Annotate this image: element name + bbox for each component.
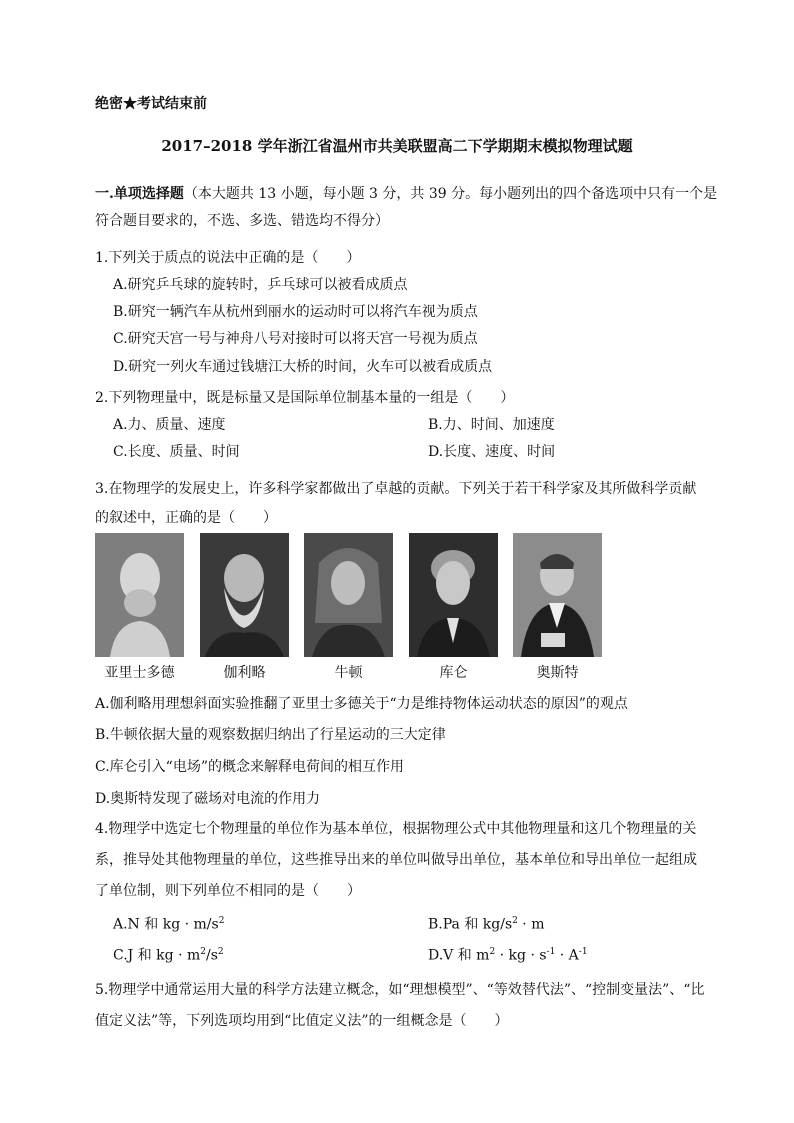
q3-option-b: B.牛顿依据大量的观察数据归纳出了行星运动的三大定律 — [95, 727, 446, 743]
q2-option-d: D.长度、速度、时间 — [428, 444, 556, 460]
section-intro-text: （本大题共 13 小题，每小题 3 分，共 39 分。每小题列出的四个备选项中只有一个是 — [183, 186, 718, 202]
q1-option-c: C.研究天宫一号与神舟八号对接时可以将天宫一号视为质点 — [113, 331, 478, 347]
section-intro — [95, 184, 717, 204]
confidential-label: 绝密★考试结束前 — [95, 96, 207, 112]
scientist-name-oersted: 奥斯特 — [536, 665, 579, 681]
scientist-name-newton: 牛顿 — [334, 665, 363, 681]
q4-stem-line2: 系，推导处其他物理量的单位，这些推导出来的单位叫做导出单位，基本单位和导出单位一起组成 — [95, 852, 697, 868]
portrait-icon — [200, 533, 289, 657]
portrait-icon — [304, 533, 393, 657]
q4-option-b: B.Pa 和 $kg/s^2 \cdot m$ — [428, 916, 545, 933]
q1-option-a: A.研究乒乓球的旋转时，乒乓球可以被看成质点 — [113, 277, 408, 293]
q1-option-d: D.研究一列火车通过钱塘江大桥的时间，火车可以被看成质点 — [113, 359, 493, 375]
q4-option-a: A.N 和 kg · $m/s^2$ — [113, 916, 225, 933]
q3-stem-line1: 3.在物理学的发展史上，许多科学家都做出了卓越的贡献。下列关于若干科学家及其所做科学贡献 — [95, 481, 697, 497]
q4-option-d: D.V 和 $m^2$ · kg · $s^{-1} \cdot A^{-1}$ — [428, 947, 588, 964]
q2-option-c: C.长度、质量、时间 — [113, 444, 240, 460]
q3-stem-line2: 的叙述中，正确的是（ ） — [95, 510, 277, 526]
q2-option-a: A.力、质量、速度 — [113, 417, 226, 433]
q4-stem-line3: 了单位制，则下列单位不相同的是（ ） — [95, 883, 361, 899]
section-intro-line2: 符合题目要求的，不选、多选、错选均不得分） — [95, 213, 389, 229]
scientist-name-aristotle: 亚里士多德 — [104, 665, 175, 681]
portrait-icon — [409, 533, 498, 657]
bust-icon — [95, 533, 184, 657]
portrait-coulomb — [409, 533, 498, 657]
q2-option-b: B.力、时间、加速度 — [428, 417, 555, 433]
portrait-galileo — [200, 533, 289, 657]
q4-stem-line1: 4.物理学中选定七个物理量的单位作为基本单位，根据物理公式中其他物理量和这几个物理量的关 — [95, 821, 697, 837]
q5-stem-line1: 5.物理学中通常运用大量的科学方法建立概念，如“理想模型”、“等效替代法”、“控制变量法”、“比 — [95, 982, 705, 998]
q4-option-c: C.J 和 kg · $m^2/s^2$ — [113, 947, 224, 964]
portrait-newton — [304, 533, 393, 657]
q1-option-b: B.研究一辆汽车从杭州到丽水的运动时可以将汽车视为质点 — [113, 304, 478, 320]
portrait-oersted — [513, 533, 602, 657]
q2-stem: 2.下列物理量中，既是标量又是国际单位制基本量的一组是（ ） — [95, 390, 515, 406]
q5-stem-line2: 值定义法”等，下列选项均用到“比值定义法”的一组概念是（ ） — [95, 1013, 509, 1029]
q1-stem: 1.下列关于质点的说法中正确的是（ ） — [95, 250, 361, 266]
q3-option-d: D.奥斯特发现了磁场对电流的作用力 — [95, 791, 321, 807]
portrait-aristotle — [95, 533, 184, 657]
q3-option-a: A.伽利略用理想斜面实验推翻了亚里士多德关于“力是维持物体运动状态的原因”的观点 — [95, 696, 628, 712]
scientist-name-coulomb: 库仑 — [439, 665, 468, 681]
q3-option-c: C.库仑引入“电场”的概念来解释电荷间的相互作用 — [95, 759, 404, 775]
portrait-icon — [513, 533, 602, 657]
section-heading: 一.单项选择题 — [95, 186, 184, 202]
page-title: 2017–2018 学年浙江省温州市共美联盟高二下学期期末模拟物理试题 — [161, 137, 633, 155]
scientist-name-galileo: 伽利略 — [223, 665, 266, 681]
